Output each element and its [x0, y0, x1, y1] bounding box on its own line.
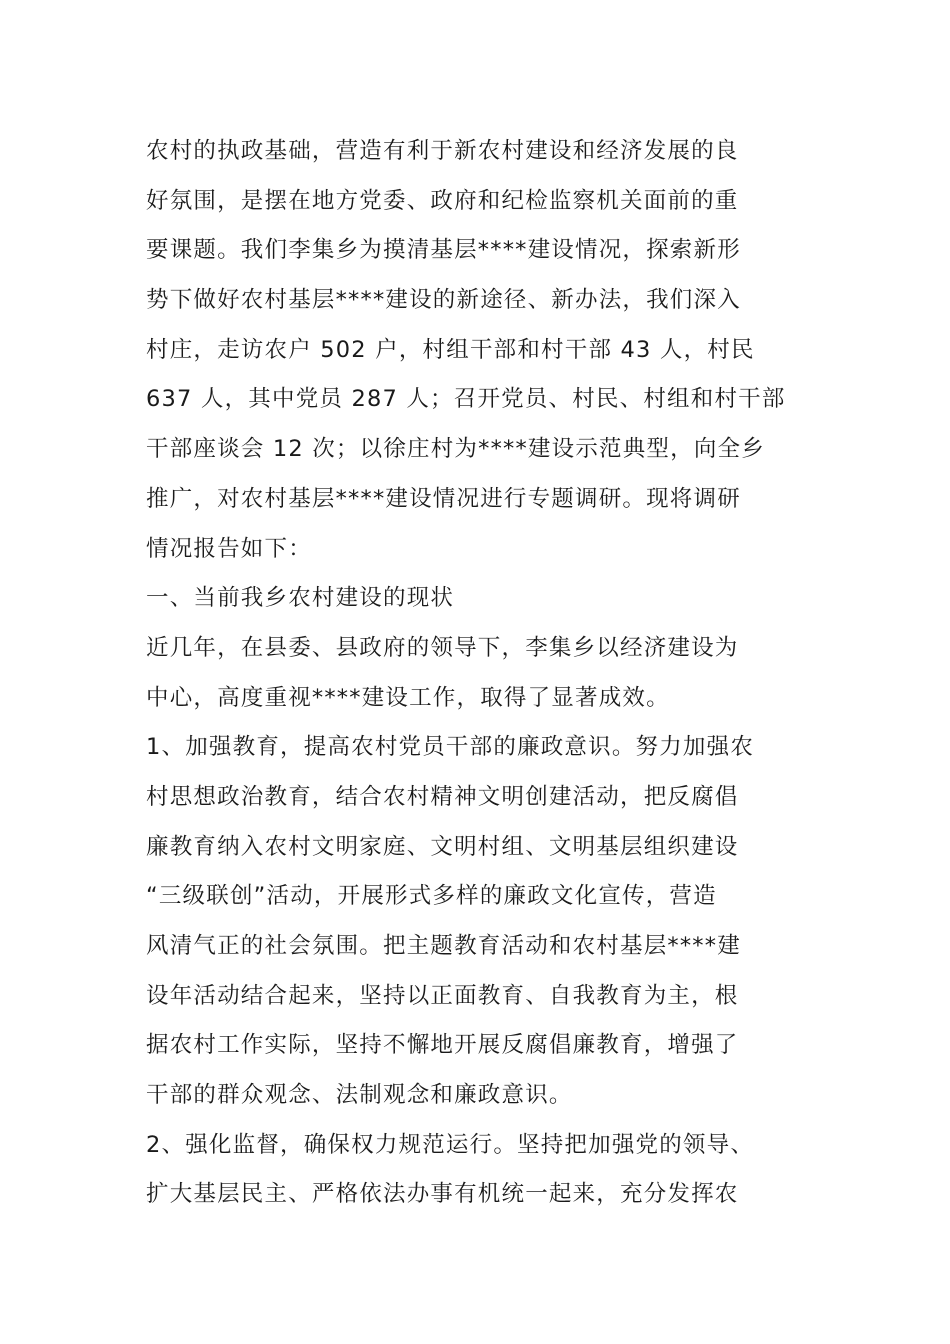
text-line: 设年活动结合起来，坚持以正面教育、自我教育为主，根 — [146, 982, 739, 1009]
text-line: 近几年，在县委、县政府的领导下，李集乡以经济建设为 — [146, 634, 739, 661]
text-line: 2、强化监督，确保权力规范运行。坚持把加强党的领导、 — [146, 1131, 755, 1158]
text-line: 干部座谈会 12 次；以徐庄村为****建设示范典型，向全乡 — [146, 436, 765, 463]
section-heading: 一、当前我乡农村建设的现状 — [146, 585, 455, 612]
text-line: 扩大基层民主、严格依法办事有机统一起来，充分发挥农 — [146, 1181, 739, 1208]
text-line: “三级联创”活动，开展形式多样的廉政文化宣传，营造 — [146, 883, 717, 910]
text-line: 农村的执政基础，营造有利于新农村建设和经济发展的良 — [146, 138, 739, 164]
text-line: 情况报告如下： — [146, 535, 312, 562]
text-line: 好氛围，是摆在地方党委、政府和纪检监察机关面前的重 — [146, 187, 739, 214]
text-line: 风清气正的社会氛围。把主题教育活动和农村基层****建 — [146, 933, 741, 959]
text-line: 势下做好农村基层****建设的新途径、新办法，我们深入 — [146, 287, 741, 314]
text-line: 干部的群众观念、法制观念和廉政意识。 — [146, 1082, 573, 1109]
text-line: 推广，对农村基层****建设情况进行专题调研。现将调研 — [146, 485, 741, 512]
text-line: 村庄，走访农户 502 户，村组干部和村干部 43 人，村民 — [146, 336, 755, 363]
text-line: 村思想政治教育，结合农村精神文明创建活动，把反腐倡 — [146, 783, 739, 810]
text-line: 中心，高度重视****建设工作，取得了显著成效。 — [146, 684, 670, 711]
text-line: 要课题。我们李集乡为摸清基层****建设情况，探索新形 — [146, 237, 741, 264]
text-line: 637 人，其中党员 287 人；召开党员、村民、村组和村干部 — [146, 386, 786, 413]
text-line: 1、加强教育，提高农村党员干部的廉政意识。努力加强农 — [146, 734, 755, 761]
text-line: 据农村工作实际，坚持不懈地开展反腐倡廉教育，增强了 — [146, 1032, 739, 1059]
report-body — [146, 127, 808, 1220]
text-line: 廉教育纳入农村文明家庭、文明村组、文明基层组织建设 — [146, 833, 739, 860]
